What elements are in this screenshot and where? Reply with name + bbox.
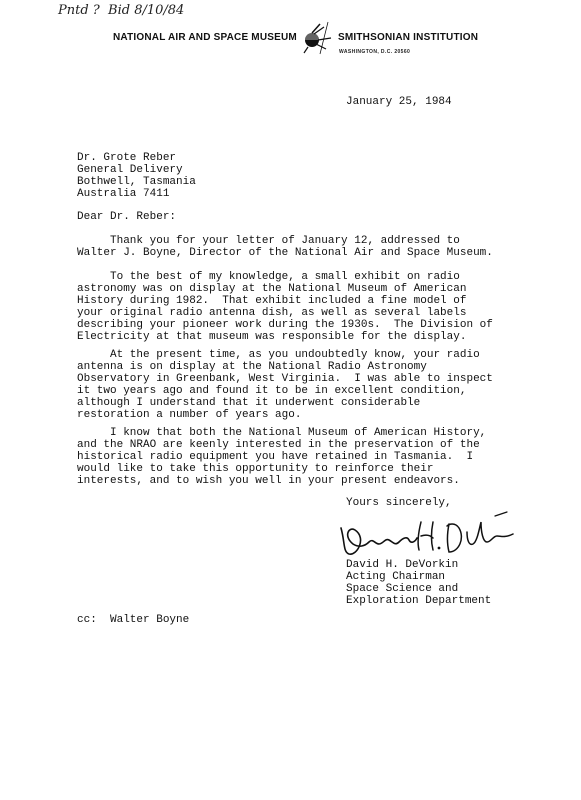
paragraph-line: interests, and to wish you well in your present endeavors. (77, 475, 460, 487)
salutation: Dear Dr. Reber: (77, 211, 177, 223)
paragraph-line: astronomy was on display at the National Museum of American (77, 283, 467, 295)
signer-line: Acting Chairman (346, 571, 446, 583)
recipient-line: Bothwell, Tasmania (77, 176, 196, 188)
handwritten-note: Pntd ? Bid 8/10/84 (58, 3, 185, 18)
paragraph-line: To the best of my knowledge, a small exhibit on radio (77, 271, 460, 283)
recipient-line: General Delivery (77, 164, 183, 176)
museum-name: NATIONAL AIR AND SPACE MUSEUM (113, 32, 297, 43)
paragraph-line: History during 1982. That exhibit included a fine model of (77, 295, 467, 307)
paragraph-line: At the present time, as you undoubtedly know, your radio (77, 349, 480, 361)
paragraph-line: historical radio equipment you have retained in Tasmania. I (77, 451, 474, 463)
paragraph-line: Observatory in Greenbank, West Virginia. I was able to inspect (77, 373, 493, 385)
paragraph-line: Walter J. Boyne, Director of the National Air and Space Museum. (77, 247, 493, 259)
paragraph-line: Thank you for your letter of January 12, addressed to (77, 235, 460, 247)
smithsonian-sun-logo-icon (298, 20, 334, 58)
handwritten-signature (335, 508, 525, 558)
cc-line: cc: Walter Boyne (77, 614, 190, 626)
signer-line: David H. DeVorkin (346, 559, 459, 571)
paragraph-line: would like to take this opportunity to reinforce their (77, 463, 434, 475)
paragraph-line: although I understand that it underwent considerable (77, 397, 421, 409)
paragraph-1 (77, 235, 517, 259)
paragraph-line: your original radio antenna dish, as well as several labels (77, 307, 467, 319)
institution-address: WASHINGTON, D.C. 20560 (339, 49, 411, 55)
paragraph-line: describing your pioneer work during the 1930s. The Division of (77, 319, 493, 331)
paragraph-line: restoration a number of years ago. (77, 409, 302, 421)
signer-line: Space Science and (346, 583, 459, 595)
institution-name: SMITHSONIAN INSTITUTION (338, 32, 479, 43)
paragraph-4 (77, 427, 517, 487)
paragraph-line: and the NRAO are keenly interested in the preservation of the (77, 439, 480, 451)
paragraph-3 (77, 349, 517, 421)
paragraph-2 (77, 271, 517, 343)
recipient-line: Australia 7411 (77, 188, 170, 200)
paragraph-line: it two years ago and found it to be in excellent condition, (77, 385, 467, 397)
paragraph-line: I know that both the National Museum of American History, (77, 427, 487, 439)
closing: Yours sincerely, (346, 497, 452, 509)
paragraph-line: Electricity at that museum was responsible for the display. (77, 331, 467, 343)
recipient-line: Dr. Grote Reber (77, 152, 177, 164)
signer-line: Exploration Department (346, 595, 492, 607)
paragraph-line: antenna is on display at the National Radio Astronomy (77, 361, 427, 373)
letter-date: January 25, 1984 (346, 96, 452, 108)
